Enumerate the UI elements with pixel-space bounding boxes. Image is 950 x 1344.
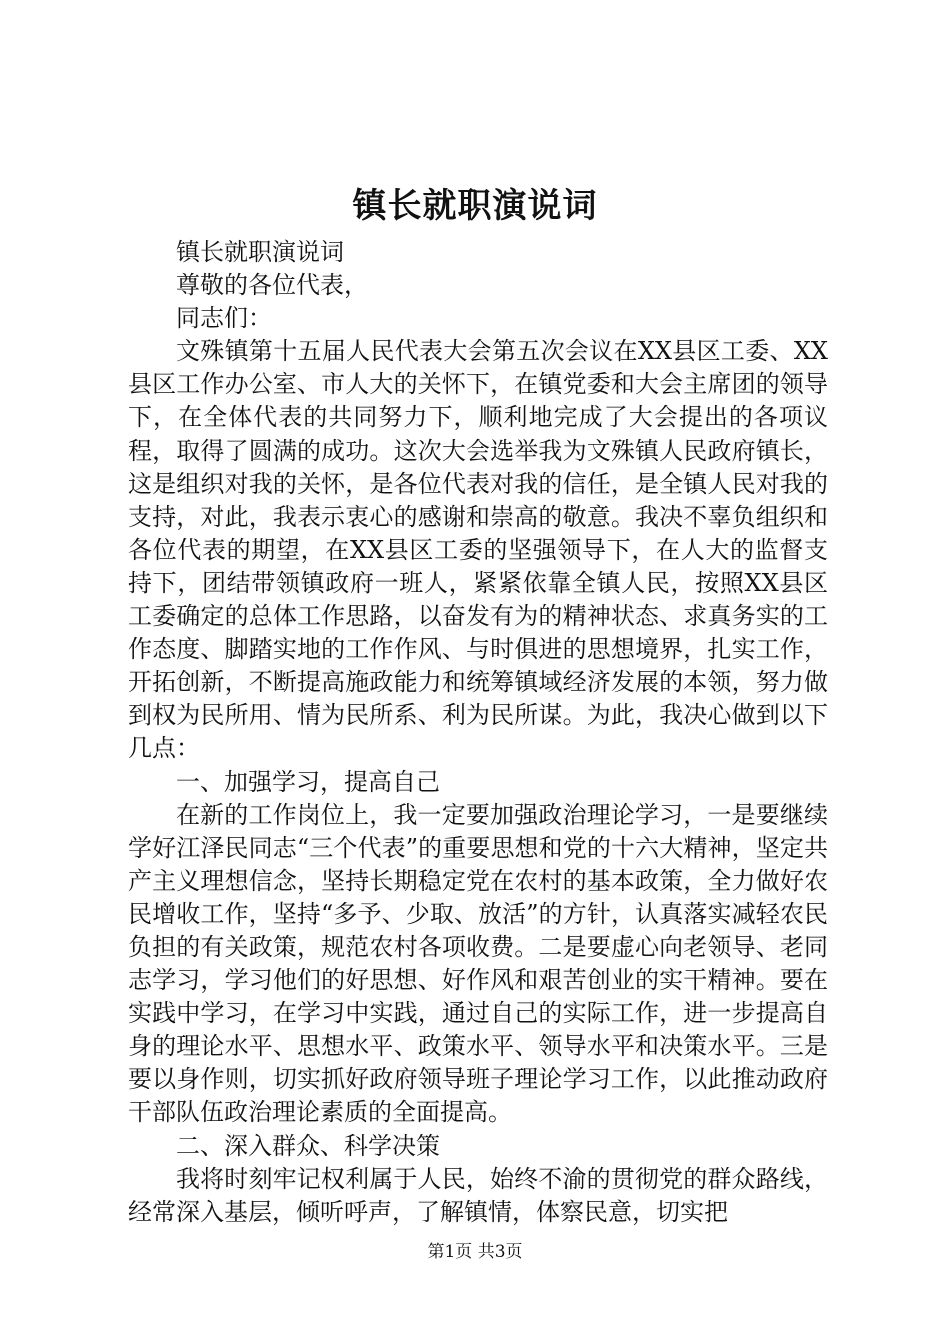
paragraph-intro: 文殊镇第十五届人民代表大会第五次会议在XX县区工委、XX县区工作办公室、市人大的关怀下，在镇党委和大会主席团的领导下，在全体代表的共同努力下，顺利地完成了大会提出的各项议程，取得了圆满的成功。这次大会选举我为文殊镇人民政府镇长，这是组织对我的关怀，是各位代表对我的信任，是全镇人民对我的支持，对此，我表示衷心的感谢和崇高的敬意。我决不辜负组织和各位代表的期望，在XX县区工委的坚强领导下，在人大的监督支持下，团结带领镇政府一班人，紧紧依靠全镇人民，按照XX县区工委确定的总体工作思路，以奋发有为的精神状态、求真务实的工作态度、脚踏实地的工作作风、与时俱进的思想境界，扎实工作，开拓创新，不断提高施政能力和统筹镇域经济发展的本领，努力做到权为民所用、情为民所系、利为民所谋。为此，我决心做到以下几点： — [128, 337, 828, 763]
document-title: 镇长就职演说词 — [352, 186, 598, 226]
paragraph-salutation: 尊敬的各位代表， — [176, 271, 368, 300]
section-heading-1: 一、加强学习，提高自己 — [176, 767, 440, 796]
document-body — [128, 236, 828, 1229]
paragraph-section-2: 我将时刻牢记权利属于人民，始终不渝的贯彻党的群众路线，经常深入基层，倾听呼声，了解镇情，体察民意，切实把 — [128, 1164, 828, 1226]
paragraph-section-1: 在新的工作岗位上，我一定要加强政治理论学习，一是要继续学好江泽民同志“三个代表”的重要思想和党的十六大精神，坚定共产主义理想信念，坚持长期稳定党在农村的基本政策，全力做好农民增收工作，坚持“多予、少取、放活”的方针，认真落实减轻农民负担的有关政策，规范农村各项收费。二是要虚心向老领导、老同志学习，学习他们的好思想、好作风和艰苦创业的实干精神。要在实践中学习，在学习中实践，通过自己的实际工作，进一步提高自身的理论水平、思想水平、政策水平、领导水平和决策水平。三是要以身作则，切实抓好政府领导班子理论学习工作，以此推动政府干部队伍政治理论素质的全面提高。 — [128, 800, 828, 1127]
paragraph-greeting: 同志们： — [176, 304, 272, 333]
section-heading-2: 二、深入群众、科学决策 — [176, 1131, 440, 1160]
paragraph-subtitle: 镇长就职演说词 — [176, 238, 344, 266]
page-footer: 第1页 共3页 — [427, 1242, 523, 1262]
